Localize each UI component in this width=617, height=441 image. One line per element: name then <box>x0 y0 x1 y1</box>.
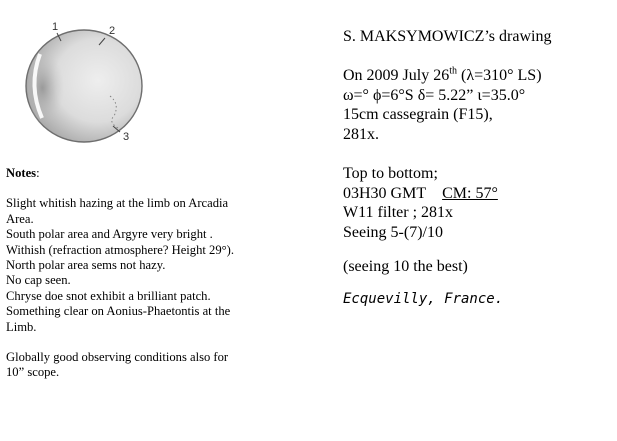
magnification: 281x. <box>343 125 379 143</box>
closing-line: 10” scope. <box>6 365 60 380</box>
notes-heading <box>6 166 302 181</box>
notes-title-suffix: : <box>36 166 40 180</box>
note-line: No cap seen. <box>6 273 71 288</box>
note-line: Area. <box>6 211 34 226</box>
notes-section <box>6 166 302 381</box>
drawing-label-2: 2 <box>109 25 116 37</box>
drawing-heading: S. MAKSYMOWICZ’s drawing <box>343 28 552 45</box>
location-signature: Ecquevilly, France. <box>343 291 504 308</box>
note-line: Withish (refraction atmosphere? Height 29°). <box>6 242 234 257</box>
telescope: 15cm cassegrain (F15), <box>343 106 493 124</box>
filter-line: W11 filter ; 281x <box>343 204 454 222</box>
note-line: Chryse doe snot exhibit a brilliant patch. <box>6 288 211 303</box>
note-line: Something clear on Aonius-Phaetontis at the <box>6 304 231 319</box>
central-meridian: CM: 57° <box>442 184 498 202</box>
note-line: South polar area and Argyre very bright . <box>6 227 213 242</box>
closing-line: Globally good observing conditions also for <box>6 350 229 365</box>
observation-date <box>343 66 613 86</box>
date-suffix: (λ=310° LS) <box>457 67 542 85</box>
drawing-label-3: 3 <box>123 131 130 143</box>
date-superscript: th <box>449 65 458 77</box>
observation-params: ω=° ϕ=6°S δ= 5.22” ι=35.0° <box>343 86 526 104</box>
seeing-note: (seeing 10 the best) <box>343 257 468 275</box>
note-line: Limb. <box>6 319 37 334</box>
note-line: North polar area sems not hazy. <box>6 258 166 273</box>
mars-drawing <box>14 14 144 149</box>
drawing-label-1: 1 <box>52 21 59 33</box>
notes-title: Notes <box>6 166 37 180</box>
note-line: Slight whitish hazing at the limb on Arcadia <box>6 196 229 211</box>
seeing-line: Seeing 5-(7)/10 <box>343 223 443 241</box>
observation-info <box>343 27 613 310</box>
time-line <box>343 184 613 204</box>
observation-time: 03H30 GMT <box>343 184 427 202</box>
order-note: Top to bottom; <box>343 165 438 183</box>
date-prefix: On 2009 July 26 <box>343 67 450 85</box>
